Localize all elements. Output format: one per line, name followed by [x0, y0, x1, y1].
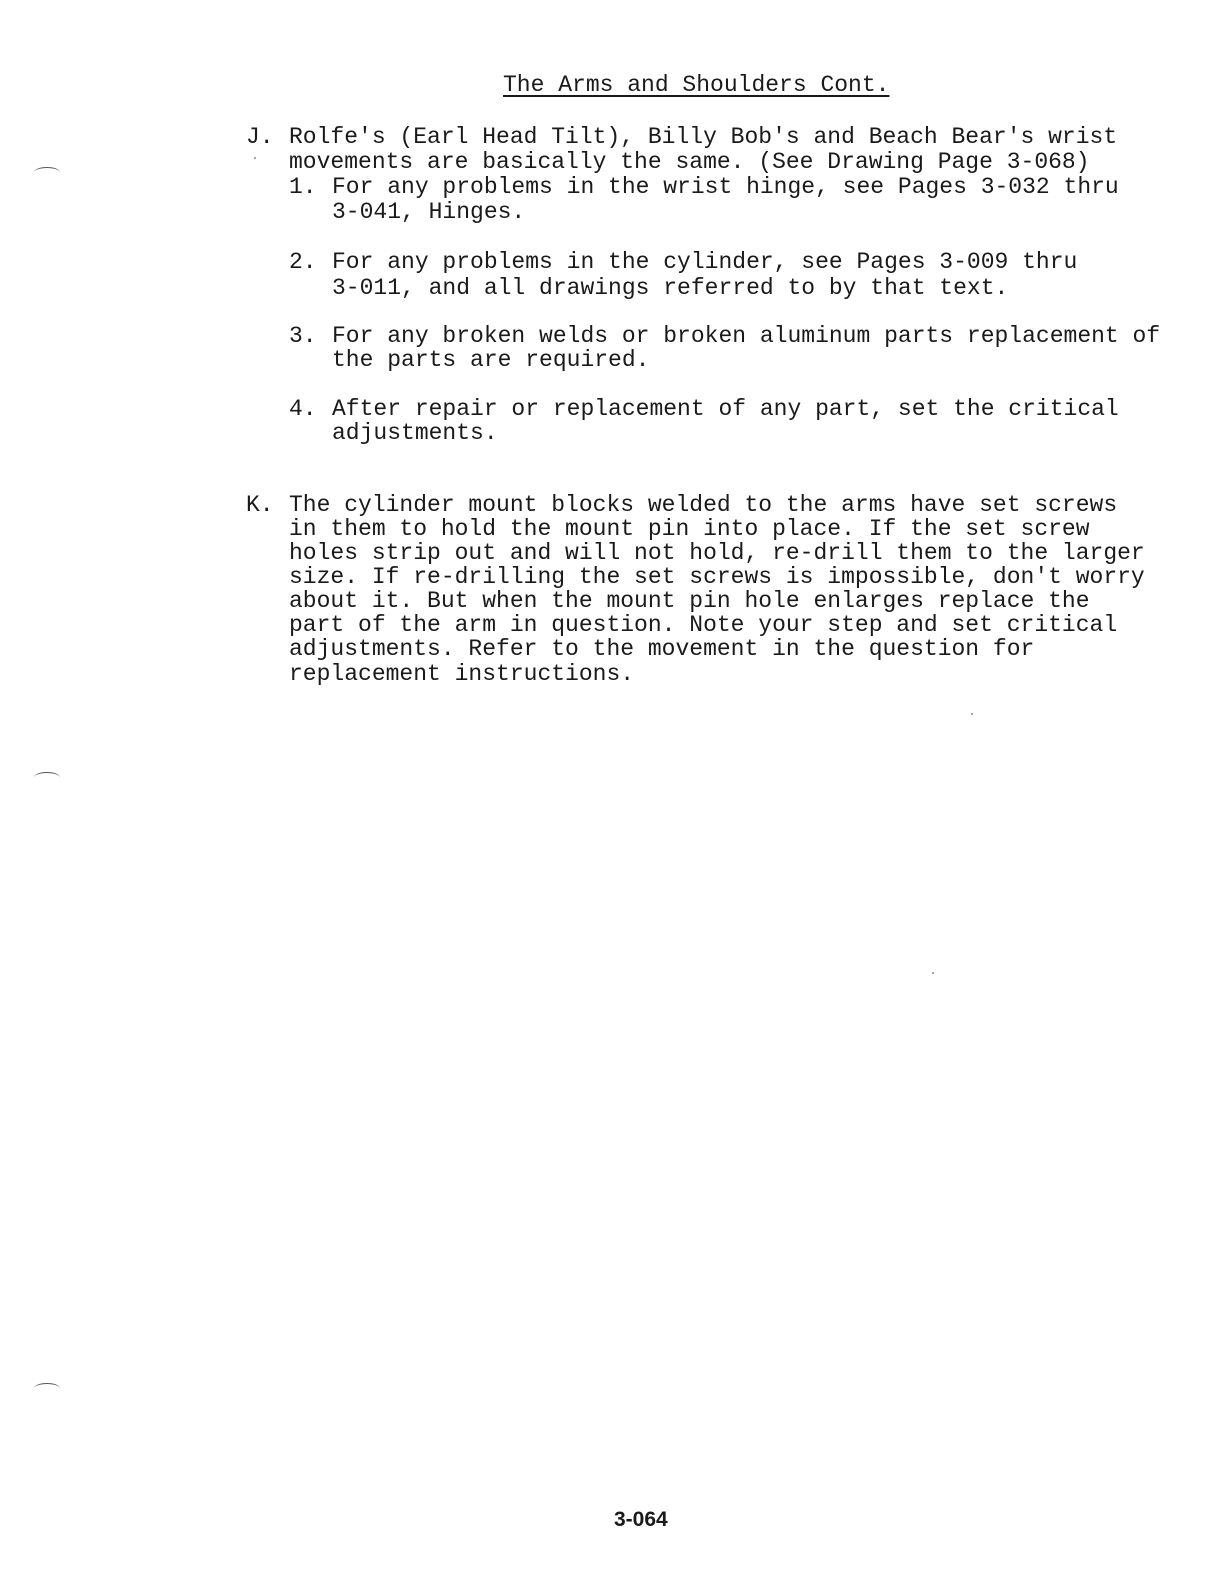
section-text-line: adjustments. Refer to the movement in the question for: [289, 636, 1035, 662]
section-text-line: movements are basically the same. (See Drawing Page 3-068): [289, 149, 1090, 175]
item-number: 2.: [289, 249, 317, 275]
section-text-line: replacement instructions.: [289, 661, 635, 687]
section-text-line: about it. But when the mount pin hole enlarges replace the: [289, 588, 1090, 614]
binder-mark: [34, 1383, 60, 1394]
item-text-line: adjustments.: [332, 420, 498, 446]
scan-speck: [932, 972, 934, 974]
item-number: 4.: [289, 396, 317, 422]
page-number: 3-064: [614, 1508, 668, 1531]
item-text-line: For any problems in the cylinder, see Pages 3-009 thru: [332, 249, 1078, 275]
item-text-line: For any broken welds or broken aluminum parts replacement of: [332, 323, 1161, 349]
scan-speck: [254, 157, 256, 159]
section-text-line: in them to hold the mount pin into place. If the set screw: [289, 516, 1090, 542]
item-text-line: For any problems in the wrist hinge, see Pages 3-032 thru: [332, 174, 1119, 200]
section-marker: J.: [246, 124, 274, 150]
section-marker: K.: [246, 492, 274, 518]
section-text-line: holes strip out and will not hold, re-drill them to the larger: [289, 540, 1145, 566]
binder-mark: [34, 772, 60, 783]
item-number: 1.: [289, 174, 317, 200]
binder-mark: [34, 167, 60, 178]
page-title: The Arms and Shoulders Cont.: [503, 72, 890, 98]
scan-speck: [971, 713, 973, 715]
section-text-line: Rolfe's (Earl Head Tilt), Billy Bob's and Beach Bear's wrist: [289, 124, 1118, 150]
section-text-line: The cylinder mount blocks welded to the arms have set screws: [289, 492, 1118, 518]
section-text-line: part of the arm in question. Note your step and set critical: [289, 612, 1118, 638]
item-text-line: the parts are required.: [332, 347, 650, 373]
section-text-line: size. If re-drilling the set screws is impossible, don't worry: [289, 564, 1145, 590]
item-text-line: After repair or replacement of any part, set the critical: [332, 396, 1119, 422]
item-text-line: 3-011, and all drawings referred to by that text.: [332, 275, 1009, 301]
item-text-line: 3-041, Hinges.: [332, 199, 526, 225]
item-number: 3.: [289, 323, 317, 349]
